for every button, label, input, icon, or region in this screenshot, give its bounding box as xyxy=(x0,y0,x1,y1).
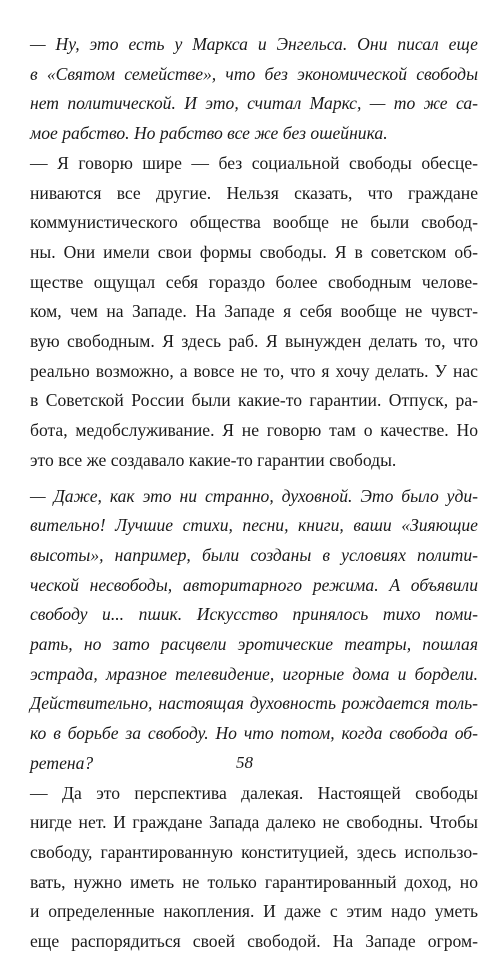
text-line: ческой несвободы, авторитарного режима. А объявили xyxy=(30,574,478,595)
text-line: свободу, гарантированную конституцией, здесь использо- xyxy=(30,841,478,862)
page-body xyxy=(30,30,478,957)
text-line: ны. Они имели свои формы свободы. Я в советском об- xyxy=(30,241,478,262)
text-line: в «Святом семействе», что без экономической свободы xyxy=(30,63,478,84)
text-line: ком, чем на Западе. На Западе я себя вообще не чувст- xyxy=(30,301,478,322)
text-line: в Советской России были какие-то гарантии. Отпуск, ра- xyxy=(30,390,478,411)
page-number: 58 xyxy=(236,753,253,772)
text-line: коммунистического общества вообще не были свобод- xyxy=(30,212,478,233)
text-line: ниваются все другие. Нельзя сказать, что граждане xyxy=(30,182,478,203)
paragraph-interviewer-marx xyxy=(30,30,478,149)
text-line: — Я говорю шире — без социальной свободы обесце- xyxy=(30,152,478,173)
text-line: вую свободным. Я здесь раб. Я вынужден делать то, что xyxy=(30,331,478,352)
text-line: еще распорядиться своей свободой. На Западе огром- xyxy=(30,931,478,952)
text-line: рать, но зато расцвели эротические театры, пошлая xyxy=(30,634,478,655)
text-line: это все же создавало какие-то гарантии свободы. xyxy=(30,449,397,470)
text-line: Действительно, настоящая духовность рождается толь- xyxy=(30,693,478,714)
paragraph-interviewer-spiritual xyxy=(30,482,478,779)
text-line: вительно! Лучшие стихи, песни, книги, ваши «Зияющие xyxy=(30,515,478,536)
text-line: — Ну, это есть у Маркса и Энгельса. Они писал еще xyxy=(30,34,478,54)
text-line: нет политической. И это, считал Маркс, — то же са- xyxy=(30,93,478,114)
text-line: вать, нужно иметь не только гарантированный доход, но xyxy=(30,871,478,892)
text-line: ретена? xyxy=(30,752,94,773)
text-line: высоты», например, были созданы в условиях полити- xyxy=(30,544,478,565)
paragraph-answer-social-freedom xyxy=(30,149,478,476)
text-line: нигде нет. И граждане Запада далеко не свободны. Чтобы xyxy=(30,812,478,833)
text-line: ществе ощущал себя гораздо более свободным челове- xyxy=(30,271,478,292)
text-line: — Даже, как это ни странно, духовной. Это было уди- xyxy=(30,485,478,506)
text-line: мое рабство. Но рабство все же без ошейника. xyxy=(30,123,388,144)
paragraph-answer-west xyxy=(30,779,478,957)
text-line: бота, медобслуживание. Я не говорю там о качестве. Но xyxy=(30,420,478,441)
text-line: эстрада, мразное телевидение, игорные дома и бордели. xyxy=(30,663,478,684)
text-line: — Да это перспектива далекая. Настоящей свободы xyxy=(30,782,478,803)
text-line: реально возможно, а вовсе не то, что я хочу делать. У нас xyxy=(30,360,478,381)
text-line: свободу и... пшик. Искусство принялось тихо поми- xyxy=(30,604,478,625)
text-line: и определенные накопления. И даже с этим надо уметь xyxy=(30,901,478,922)
text-line: ко в борьбе за свободу. Но что потом, когда свобода об- xyxy=(30,723,478,744)
